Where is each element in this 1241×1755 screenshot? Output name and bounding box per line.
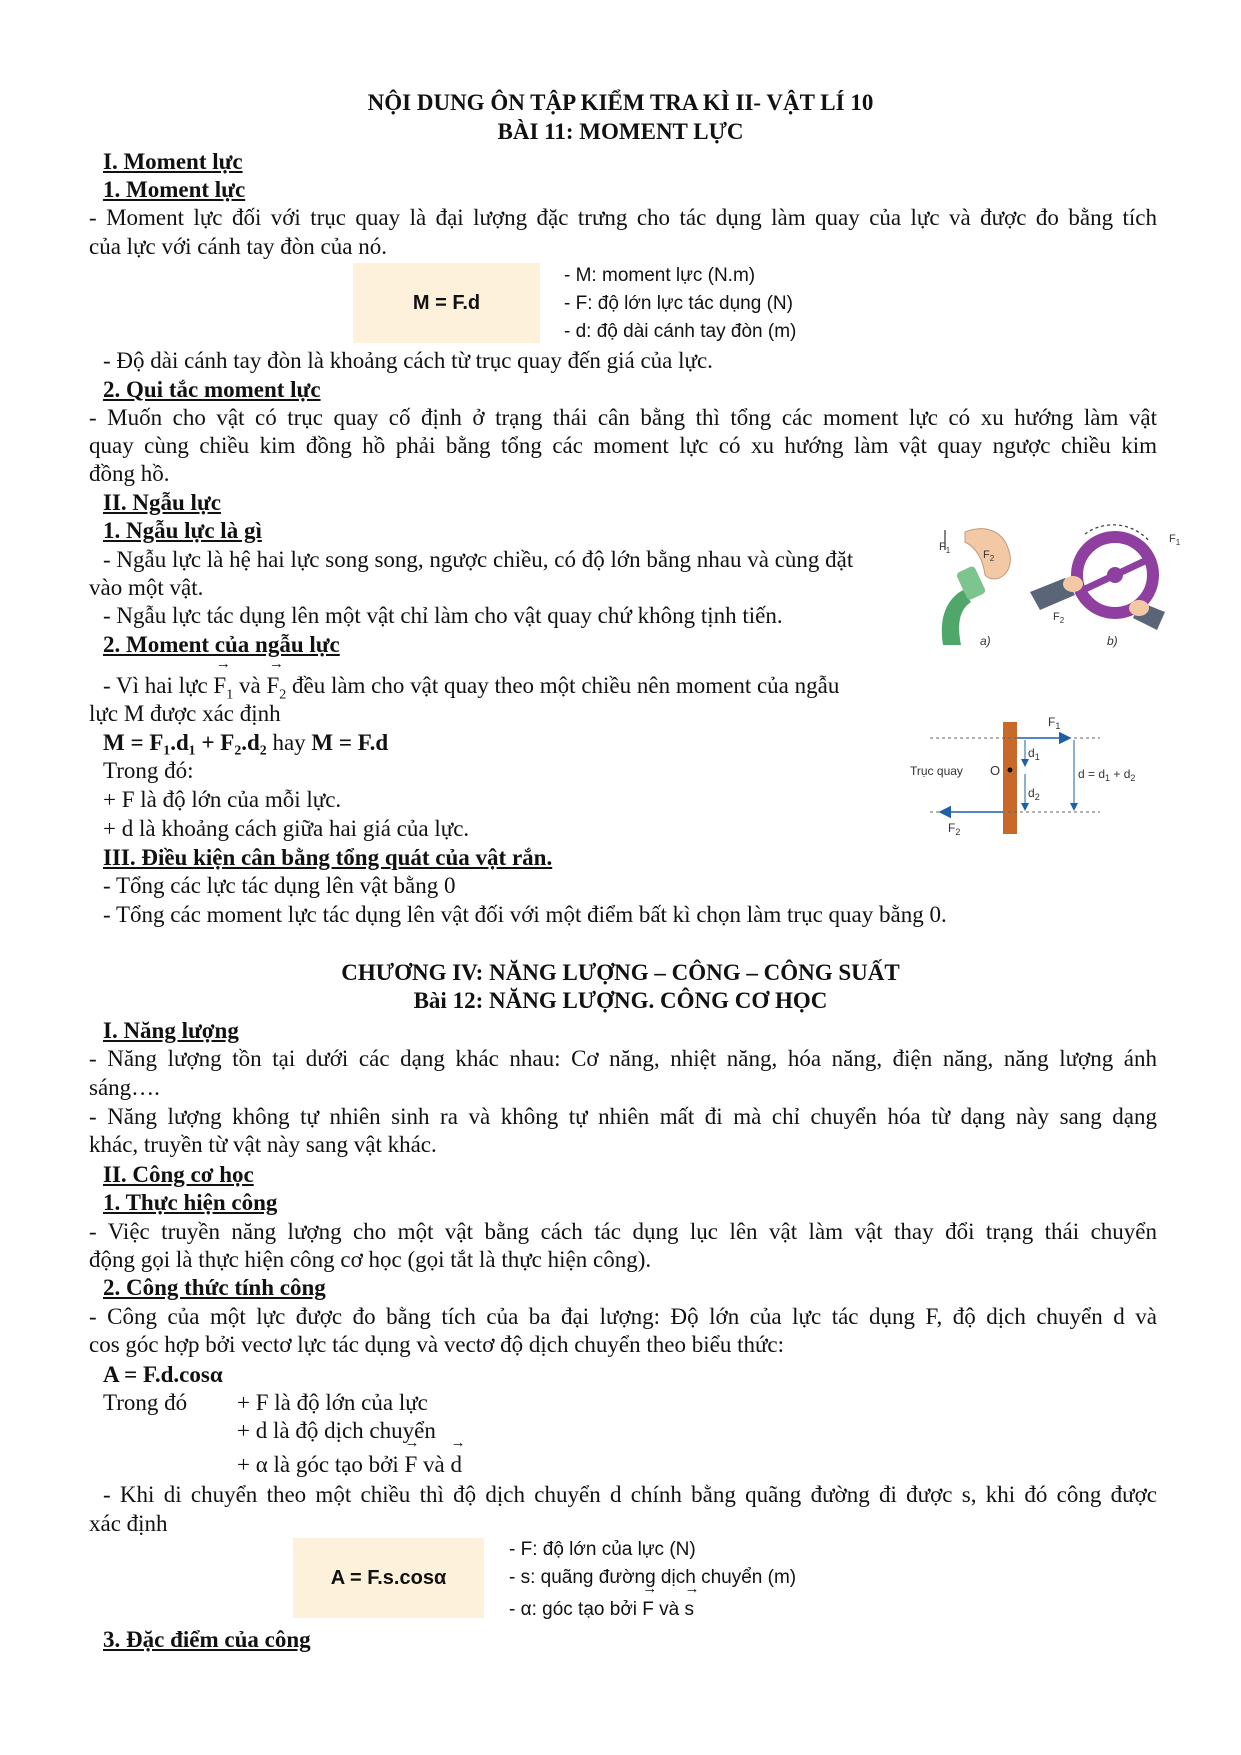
- wheel-spoke: [1083, 575, 1115, 590]
- paragraph-line: - Năng lượng không tự nhiên sinh ra và không tự nhiên mất đi mà chỉ chuyển hóa từ dạng này sang dạng: [89, 1104, 1157, 1129]
- vector-f2: → $F_2$: [266, 672, 286, 710]
- list-item: + F là độ lớn của mỗi lực.: [103, 787, 342, 812]
- list-item: + d là độ dịch chuyển: [237, 1418, 436, 1443]
- paragraph-line: - Muốn cho vật có trục quay cố định ở trạng thái cân bằng thì tổng các moment lực có xu hướng làm vật: [89, 405, 1157, 430]
- formula-text: A = F.s.cosα: [330, 1566, 447, 1589]
- list-item: + F là độ lớn của lực: [237, 1390, 428, 1415]
- subsection-heading: 2. Công thức tính công: [103, 1275, 326, 1300]
- hand-shape: [1063, 576, 1083, 592]
- force-label-f1: $F_1$: [939, 541, 951, 555]
- list-item: + α là góc tạo bởi → F và → d: [237, 1451, 462, 1479]
- section-heading: I. Năng lượng: [103, 1018, 239, 1043]
- formula-box: [293, 1538, 484, 1618]
- paragraph-line: - Việc truyền năng lượng cho một vật bằng cách tác dụng lục lên vật làm vật thay đổi trạng thái chuyển: [89, 1219, 1157, 1244]
- paragraph-line: đồng hồ.: [89, 461, 170, 486]
- paragraph-line: động gọi là thực hiện công cơ học (gọi tắt là thực hiện công).: [89, 1247, 652, 1272]
- paragraph-line: - Moment lực đối với trục quay là đại lượng đặc trưng cho tác dụng làm quay của lực và được đo bằng tích: [89, 205, 1157, 230]
- paragraph-line: xác định: [89, 1511, 168, 1536]
- formula-note: - F: độ lớn của lực (N): [509, 1539, 696, 1560]
- subsection-heading: 2. Moment của ngẫu lực: [103, 632, 340, 657]
- d2-label: $d_2$: [1028, 786, 1040, 802]
- vector-d: → d: [451, 1451, 463, 1479]
- paragraph-line: Trong đó:: [103, 758, 194, 783]
- paragraph-line: - Vì hai lực → $F_1$ và → $F_2$ đều làm cho vật quay theo một chiều nên moment của ngẫu: [103, 672, 839, 710]
- section-heading: III. Điều kiện cân bằng tổng quát của vật rắn.: [103, 845, 553, 870]
- paragraph-line: vào một vật.: [89, 575, 204, 600]
- d-sum-label: $d = d_1 + d_2$: [1078, 767, 1136, 783]
- formula-note: - s: quãng đường dịch chuyển (m): [509, 1567, 797, 1588]
- paragraph-line: - Tổng các lực tác dụng lên vật bằng 0: [103, 873, 456, 898]
- force-label-f1: $F_1$: [1169, 533, 1180, 547]
- paragraph-line: quay cùng chiều kim đồng hồ phải bằng tổng các moment lực có xu hướng làm vật quay ngược chiều kim: [89, 433, 1157, 458]
- vector-f: → F: [404, 1451, 417, 1479]
- section-heading: I. Moment lực: [103, 149, 243, 174]
- paragraph-line: của lực với cánh tay đòn của nó.: [89, 234, 387, 259]
- wheel-spoke: [1115, 560, 1147, 575]
- formula-line: M = F₁.d₁ + F₂.d₂ hay M = F.d: [103, 730, 389, 755]
- formula-note: - d: độ dài cánh tay đòn (m): [564, 321, 797, 342]
- paragraph-line: - Năng lượng tồn tại dưới các dạng khác nhau: Cơ năng, nhiệt năng, hóa năng, điện năng, năng lượng ánh: [89, 1046, 1157, 1071]
- paragraph-line: lực M được xác định: [89, 701, 281, 726]
- paragraph-line: - Ngẫu lực là hệ hai lực song song, ngược chiều, có độ lớn bằng nhau và cùng đặt: [103, 547, 854, 572]
- paragraph-line: - Độ dài cánh tay đòn là khoảng cách từ trục quay đến giá của lực.: [103, 348, 713, 373]
- pipe-shape: [942, 590, 971, 645]
- section-heading: II. Công cơ học: [103, 1162, 254, 1187]
- label-a: a): [980, 634, 991, 648]
- vector-f1: → $F_1$: [213, 672, 233, 710]
- force-label-f2: $F_2$: [983, 549, 995, 563]
- formula-text: M = F.d: [412, 291, 481, 314]
- subsection-heading: 1. Ngẫu lực là gì: [103, 518, 262, 543]
- paragraph-line: - Ngẫu lực tác dụng lên một vật chỉ làm cho vật quay chứ không tịnh tiến.: [103, 603, 783, 628]
- formula-line: A = F.d.cosα: [103, 1362, 223, 1387]
- formula-note: - α: góc tạo bởi → F và → s: [509, 1596, 694, 1624]
- paragraph-line: - Tổng các moment lực tác dụng lên vật đối với một điểm bất kì chọn làm trục quay bằng 0.: [103, 902, 947, 927]
- lesson-title: Bài 12: NĂNG LƯỢNG. CÔNG CƠ HỌC: [413, 988, 828, 1013]
- d1-label: $d_1$: [1028, 746, 1040, 762]
- pivot-label: O: [990, 763, 1001, 778]
- paragraph-line: - Công của một lực được đo bằng tích của ba đại lượng: Độ lớn của lực tác dụng F, độ dịch chuyển d và: [89, 1304, 1157, 1329]
- axis-label: Trục quay: [910, 764, 963, 778]
- subsection-heading: 2. Qui tắc moment lực: [103, 377, 321, 402]
- list-item: + d là khoảng cách giữa hai giá của lực.: [103, 816, 470, 841]
- formula-note: - F: độ lớn lực tác dụng (N): [564, 293, 793, 314]
- couple-illustration: [925, 520, 1180, 655]
- paragraph-line: cos góc hợp bởi vectơ lực tác dụng và vectơ độ dịch chuyển theo biểu thức:: [89, 1332, 785, 1357]
- section-heading: II. Ngẫu lực: [103, 490, 221, 515]
- rigid-bar: [1003, 722, 1017, 834]
- subsection-heading: 3. Đặc điểm của công: [103, 1627, 311, 1652]
- paragraph-line: Trong đó: [103, 1390, 188, 1415]
- couple-moment-diagram: [910, 700, 1170, 840]
- vector-f: → F: [642, 1596, 654, 1624]
- paragraph-line: khác, truyền từ vật này sang vật khác.: [89, 1132, 437, 1157]
- chapter-title: CHƯƠNG IV: NĂNG LƯỢNG – CÔNG – CÔNG SUẤT: [341, 960, 900, 985]
- paragraph-line: - Khi di chuyển theo một chiều thì độ dịch chuyển d chính bằng quãng đường đi được s, khi đó công được: [103, 1482, 1157, 1507]
- pivot-point: [1008, 768, 1013, 773]
- formula-box: [353, 263, 540, 343]
- label-b: b): [1107, 634, 1118, 648]
- f2-label: $F_2$: [948, 821, 961, 837]
- paragraph-line: sáng….: [89, 1075, 160, 1100]
- subsection-heading: 1. Moment lực: [103, 177, 246, 202]
- subsection-heading: 1. Thực hiện công: [103, 1190, 278, 1215]
- formula-note: - M: moment lực (N.m): [564, 265, 756, 286]
- force-label-f2: $F_2$: [1053, 611, 1065, 625]
- f1-label: $F_1$: [1048, 715, 1061, 731]
- vector-s: → s: [685, 1596, 695, 1624]
- lesson-title: BÀI 11: MOMENT LỰC: [497, 119, 744, 144]
- hand-shape: [1129, 600, 1149, 616]
- doc-title: NỘI DUNG ÔN TẬP KIỂM TRA KÌ II- VẬT LÍ 10: [367, 90, 874, 115]
